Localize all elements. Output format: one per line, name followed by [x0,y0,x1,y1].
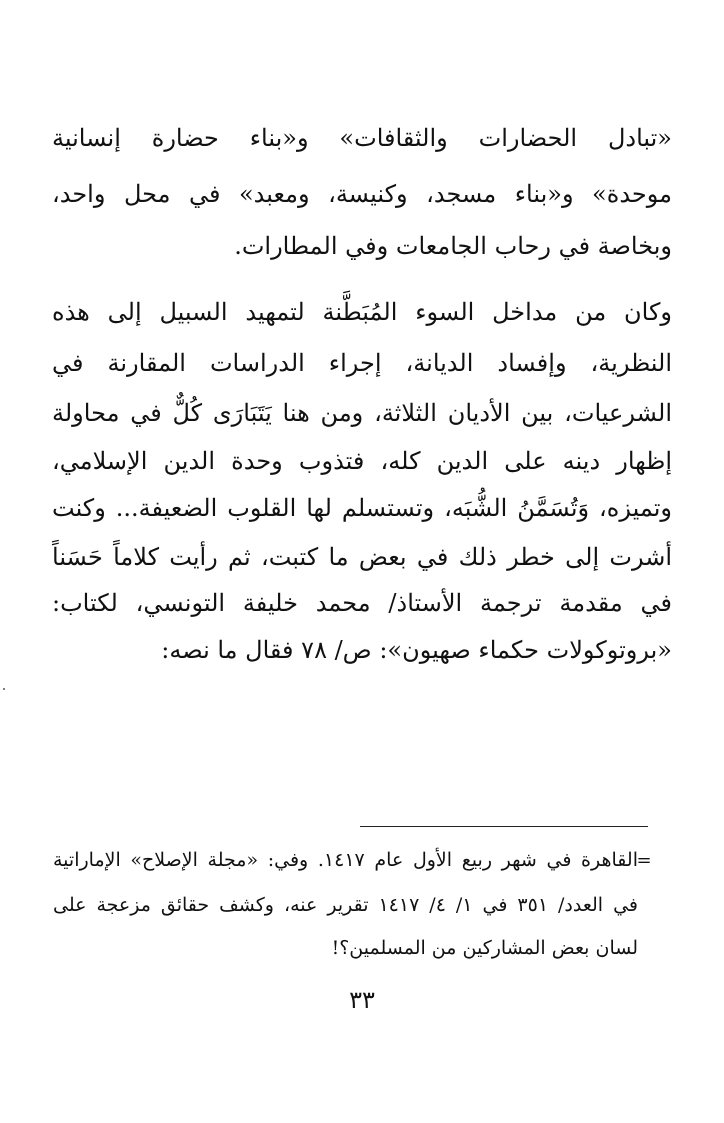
paragraph-2-line: إظهار دينه على الدين كله، فتذوب وحدة الدين الإسلامي، [52,447,672,475]
footnote-line: لسان بعض المشاركين من المسلمين؟! [331,937,638,959]
paragraph-2-line: أشرت إلى خطر ذلك في بعض ما كتبت، ثم رأيت كلاماً حَسَناً [52,543,673,571]
paragraph-2-line: النظرية، وإفساد الديانة، إجراء الدراسات المقارنة في [52,349,672,377]
footnote-divider [360,826,648,827]
page-number: ٣٣ [349,986,375,1014]
paragraph-1-line: «تبادل الحضارات والثقافات» و«بناء حضارة إنسانية [52,124,672,152]
paragraph-1-line: وبخاصة في رحاب الجامعات وفي المطارات. [234,232,672,260]
paragraph-2-line: وكان من مداخل السوء المُبَطَّنة لتمهيد السبيل إلى هذه [52,298,672,326]
paragraph-1-line: موحدة» و«بناء مسجد، وكنيسة، ومعبد» في محل واحد، [52,180,672,208]
paragraph-2-line: الشرعيات، بين الأديان الثلاثة، ومن هنا يَتَبَارَى كُلٌّ في محاولة [52,399,672,427]
footnote-line: في العدد/ ٣٥١ في ١/ ٤/ ١٤١٧ تقرير عنه، وكشف حقائق مزعجة على [53,894,638,916]
footnote-line: القاهرة في شهر ربيع الأول عام ١٤١٧. وفي: «مجلة الإصلاح» الإماراتية [53,849,638,871]
paragraph-2-line: في مقدمة ترجمة الأستاذ/ محمد خليفة التونسي، لكتاب: [52,589,672,617]
paragraph-2-line: «بروتوكولات حكماء صهيون»: ص/ ٧٨ فقال ما نصه: [161,636,672,664]
scan-speck [3,688,5,690]
paragraph-2-line: وتميزه، وَتُسَمَّنُ الشُّبَه، وتستسلم لها القلوب الضعيفة... وكنت [52,494,672,522]
footnote-continuation-marker: = [636,850,652,871]
